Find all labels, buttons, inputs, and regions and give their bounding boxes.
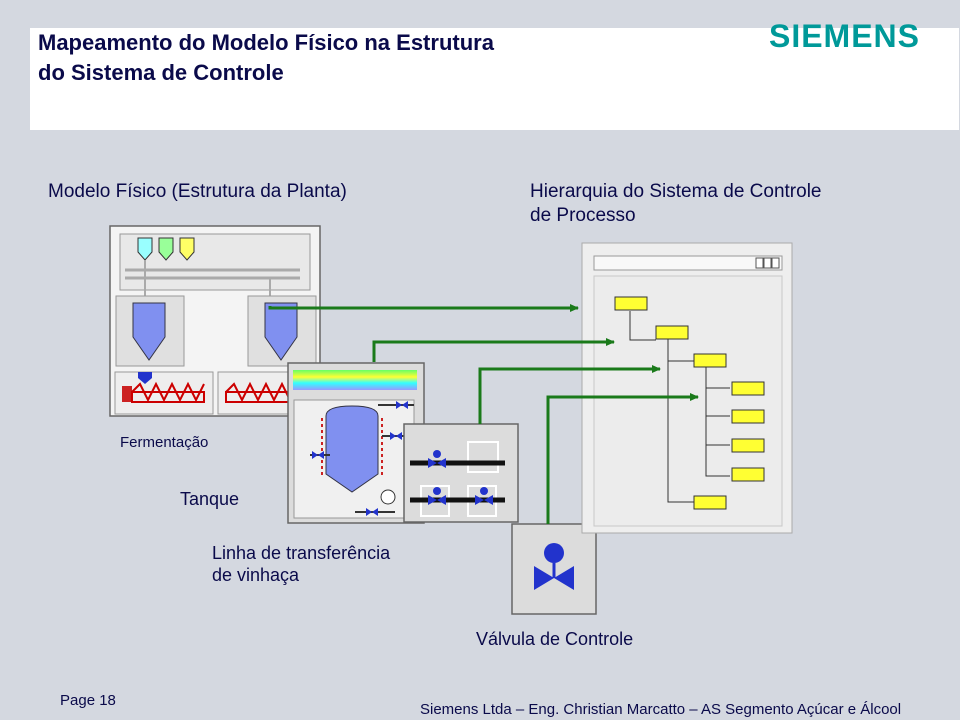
left-heading: Modelo Físico (Estrutura da Planta) [48, 181, 347, 202]
control-valve-actuator-icon [544, 543, 564, 563]
label-fermentacao: Fermentação [120, 434, 209, 451]
hierarchy-window [582, 243, 792, 533]
page-number: Page 18 [60, 692, 116, 709]
tree-node-2[interactable] [656, 326, 688, 339]
rainbow-level-bar [293, 370, 417, 390]
transfer-line-panel [404, 424, 518, 522]
footer-credits: Siemens Ltda – Eng. Christian Marcatto – AS Segmento Açúcar e Álcool [420, 701, 902, 718]
tree-node-1[interactable] [615, 297, 647, 310]
label-linha-line-1: Linha de transferência [212, 543, 391, 563]
control-valve-panel [512, 524, 596, 614]
tree-node-7[interactable] [732, 468, 764, 481]
tree-node-4[interactable] [732, 382, 764, 395]
window-titlebar [594, 256, 782, 270]
label-valvula: Válvula de Controle [476, 629, 634, 649]
right-heading-line-2: de Processo [530, 205, 636, 226]
tree-node-8[interactable] [694, 496, 726, 509]
tank-vessel [326, 406, 378, 492]
pump-icon [381, 490, 395, 504]
siemens-logo: SIEMENS [768, 18, 920, 54]
title-line-1: Mapeamento do Modelo Físico na Estrutura [38, 30, 494, 55]
title-line-2: do Sistema de Controle [38, 60, 284, 85]
window-minimize-button[interactable] [756, 258, 763, 268]
right-heading-line-1: Hierarquia do Sistema de Controle [530, 181, 822, 202]
label-tanque: Tanque [180, 489, 240, 509]
arrow-fermentation-to-node-2 [374, 342, 614, 362]
tree-node-6[interactable] [732, 439, 764, 452]
tree-node-5[interactable] [732, 410, 764, 423]
window-maximize-button[interactable] [764, 258, 771, 268]
label-linha-line-2: de vinhaça [212, 565, 300, 585]
tree-node-3[interactable] [694, 354, 726, 367]
window-close-button[interactable] [772, 258, 779, 268]
